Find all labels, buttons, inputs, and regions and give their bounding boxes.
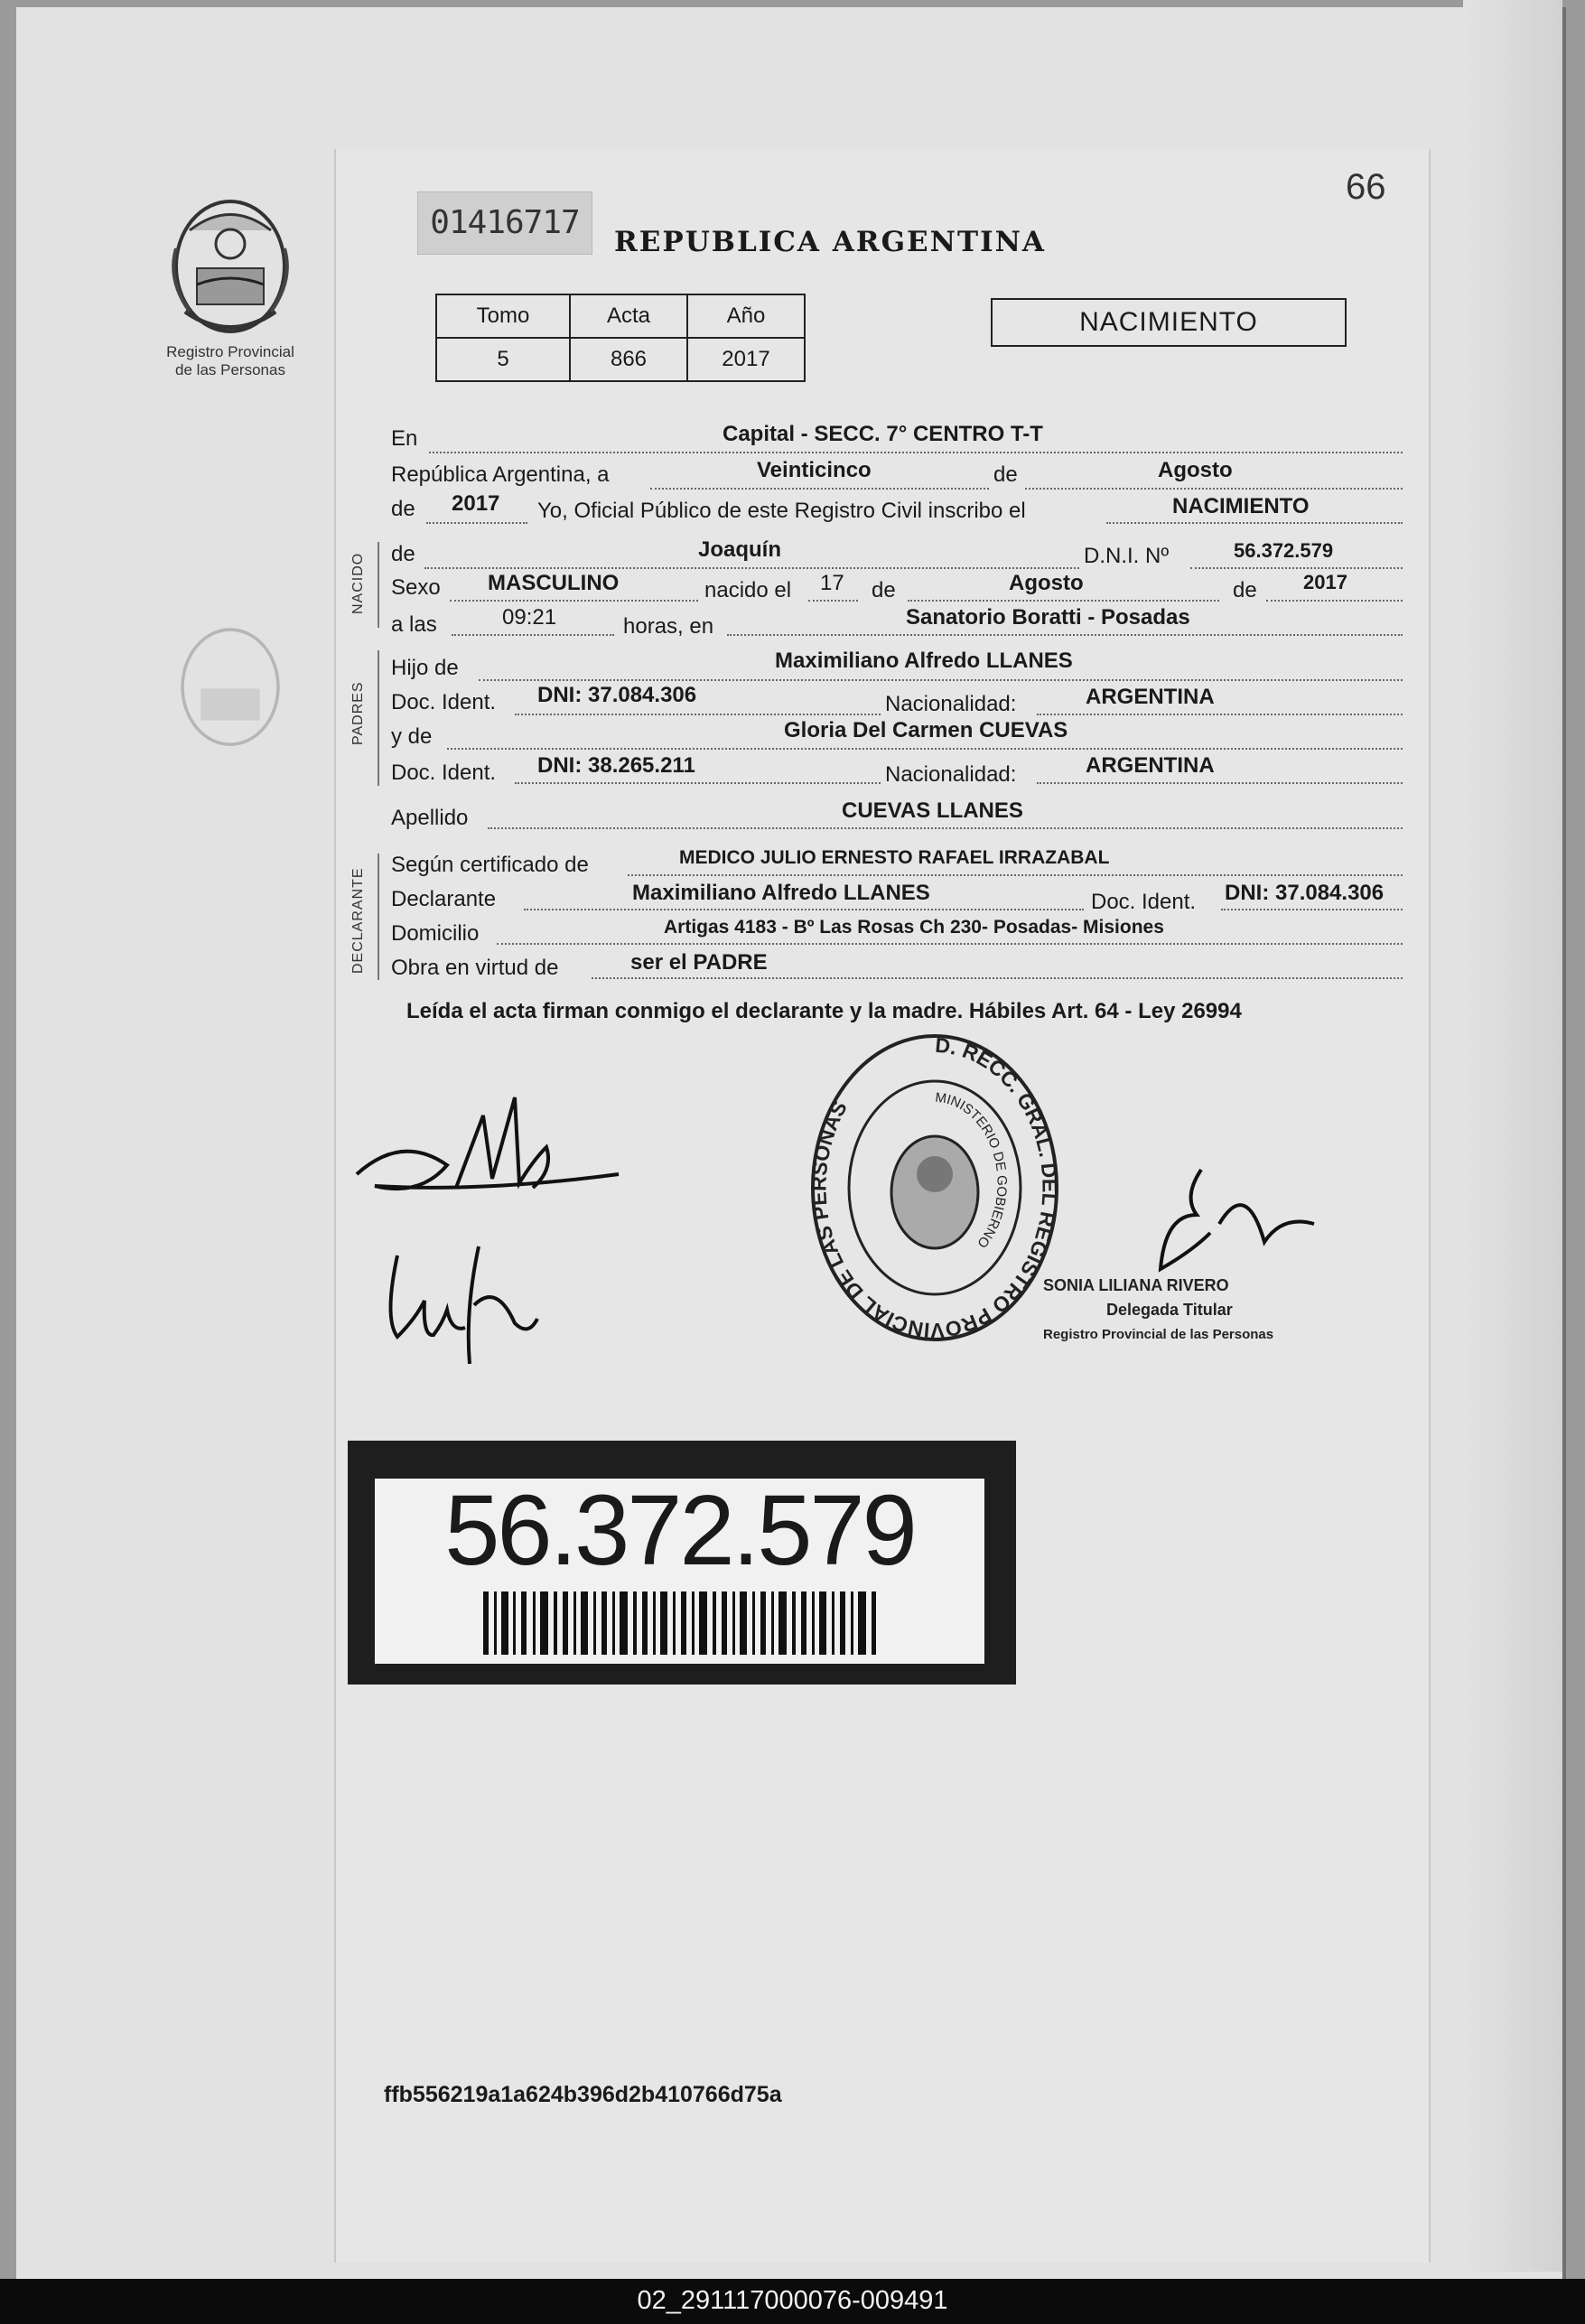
dotted-line <box>452 634 614 636</box>
dni-label: D.N.I. Nº <box>1084 544 1170 568</box>
mother-name-value: Gloria Del Carmen CUEVAS <box>784 718 1068 742</box>
birth-day-value: 17 <box>820 571 844 595</box>
born-section-label: NACIDO <box>350 552 366 614</box>
footer-id: 02_291117000076-009491 <box>0 2279 1585 2324</box>
record-kind-box: NACIMIENTO <box>991 298 1347 347</box>
dotted-line <box>424 567 1079 569</box>
seal-outer-text: D. RECC. GRAL. DEL REGISTRO PROVINCIAL DE LAS PERSONAS <box>806 1032 1062 1343</box>
section-divider <box>378 650 379 786</box>
de-label: de <box>993 462 1018 487</box>
dotted-line <box>808 600 858 602</box>
address-label: Domicilio <box>391 921 480 946</box>
sex-value: MASCULINO <box>488 571 620 595</box>
document-hash: ffb556219a1a624b396d2b410766d75a <box>384 2082 782 2107</box>
surname-value: CUEVAS LLANES <box>842 798 1023 823</box>
officer-text: Yo, Oficial Público de este Registro Civil inscribo el <box>537 499 1026 523</box>
father-doc-value: DNI: 37.084.306 <box>537 683 697 707</box>
agency-label <box>135 343 325 379</box>
dotted-line <box>727 634 1403 636</box>
birth-place-value: Sanatorio Boratti - Posadas <box>906 605 1190 630</box>
born-de-label-2: de <box>872 578 896 602</box>
dotted-line <box>1221 909 1403 910</box>
and-of-label: y de <box>391 724 433 749</box>
declarant-name-value: Maximiliano Alfredo LLANES <box>632 881 930 905</box>
parents-section-label: PADRES <box>350 681 366 745</box>
dotted-line <box>450 600 698 602</box>
father-nationality-label: Nacionalidad: <box>885 692 1017 716</box>
registry-seal <box>799 1016 1070 1359</box>
year-value: 2017 <box>452 491 500 516</box>
father-nationality-value: ARGENTINA <box>1086 685 1215 709</box>
closing-statement: Leída el acta firman conmigo el declarante y la madre. Hábiles Art. 64 - Ley 26994 <box>406 999 1242 1023</box>
agency-line-2: de las Personas <box>175 361 285 378</box>
month-value: Agosto <box>1158 458 1233 482</box>
barcode-number: 56.372.579 <box>444 1475 915 1586</box>
certificate-label: Según certificado de <box>391 853 589 877</box>
dotted-line <box>488 827 1403 829</box>
dotted-line <box>1266 600 1403 602</box>
record-table <box>435 294 806 382</box>
dotted-line <box>497 943 1403 945</box>
certificate-value: MEDICO JULIO ERNESTO RAFAEL IRRAZABAL <box>679 847 1110 868</box>
dotted-line <box>524 909 1084 910</box>
section-divider <box>378 854 379 980</box>
sheet-edge-shadow <box>1463 0 1562 2272</box>
province-crest-icon <box>154 194 307 348</box>
mother-doc-label: Doc. Ident. <box>391 761 497 785</box>
official-stamp-block <box>1043 1274 1273 1347</box>
republic-label: República Argentina, a <box>391 462 610 487</box>
dotted-line <box>1190 567 1403 569</box>
dotted-line <box>515 714 881 715</box>
acting-value: ser el PADRE <box>630 950 768 975</box>
mother-nationality-label: Nacionalidad: <box>885 762 1017 787</box>
declarant-doc-value: DNI: 37.084.306 <box>1225 881 1385 905</box>
born-de-label-3: de <box>1233 578 1257 602</box>
birth-year-value: 2017 <box>1303 571 1347 593</box>
born-label: nacido el <box>704 578 792 602</box>
father-doc-label: Doc. Ident. <box>391 690 497 714</box>
declarant-section-label: DECLARANTE <box>350 867 366 974</box>
dotted-line <box>1106 522 1403 524</box>
record-table-cell: 866 <box>570 338 687 381</box>
place-value: Capital - SECC. 7° CENTRO T-T <box>723 422 1043 446</box>
year-prefix-label: de <box>391 497 415 521</box>
address-value: Artigas 4183 - Bº Las Rosas Ch 230- Posadas- Misiones <box>664 917 1164 938</box>
dotted-line <box>479 679 1403 681</box>
dotted-line <box>515 782 881 784</box>
dotted-line <box>429 452 1403 453</box>
dotted-line <box>628 874 1403 876</box>
declarant-signature <box>348 1079 637 1215</box>
crest-bleedthrough-icon <box>163 623 298 759</box>
father-name-value: Maximiliano Alfredo LLANES <box>775 649 1073 673</box>
birth-month-value: Agosto <box>1009 571 1084 595</box>
barcode-stripes-icon <box>483 1591 881 1655</box>
declarant-doc-label: Doc. Ident. <box>1091 890 1197 914</box>
mother-signature <box>379 1237 551 1391</box>
mother-nationality-value: ARGENTINA <box>1086 753 1215 778</box>
official-name: SONIA LILIANA RIVERO <box>1043 1276 1229 1294</box>
dotted-line <box>592 977 1403 979</box>
day-words-value: Veinticinco <box>757 458 872 482</box>
dotted-line <box>1037 714 1403 715</box>
serial-stamp: 01416717 <box>417 191 592 255</box>
record-table-header: Año <box>687 294 805 338</box>
official-office: Registro Provincial de las Personas <box>1043 1327 1274 1342</box>
inscription-value: NACIMIENTO <box>1172 494 1310 518</box>
birth-time-value: 09:21 <box>502 605 557 630</box>
record-table-header: Tomo <box>436 294 570 338</box>
dotted-line <box>426 522 527 524</box>
child-name-value: Joaquín <box>698 537 782 562</box>
country-title: REPUBLICA ARGENTINA <box>614 226 1046 258</box>
official-title: Delegada Titular <box>1106 1301 1233 1319</box>
dotted-line <box>1025 488 1403 490</box>
en-label: En <box>391 426 418 451</box>
agency-line-1: Registro Provincial <box>166 343 294 360</box>
time-label: a las <box>391 612 437 637</box>
mother-doc-value: DNI: 38.265.211 <box>537 753 695 778</box>
declarant-label: Declarante <box>391 887 497 911</box>
barcode-label <box>348 1441 1016 1685</box>
record-table-cell: 5 <box>436 338 570 381</box>
dotted-line <box>908 600 1219 602</box>
dotted-line <box>447 748 1403 750</box>
dotted-line <box>1037 782 1403 784</box>
son-of-label: Hijo de <box>391 656 459 680</box>
page-number: 66 <box>1346 167 1386 207</box>
record-table-cell: 2017 <box>687 338 805 381</box>
record-table-header: Acta <box>570 294 687 338</box>
acting-label: Obra en virtud de <box>391 956 559 980</box>
sex-label: Sexo <box>391 575 441 600</box>
hours-label: horas, en <box>623 614 714 639</box>
dotted-line <box>650 488 989 490</box>
surname-label: Apellido <box>391 806 469 830</box>
barcode-panel <box>375 1475 984 1664</box>
child-dni-value: 56.372.579 <box>1234 539 1334 562</box>
born-de-label: de <box>391 542 415 566</box>
seal-inner-text: MINISTERIO DE GOBIERNO <box>934 1089 1010 1251</box>
section-divider <box>378 542 379 628</box>
